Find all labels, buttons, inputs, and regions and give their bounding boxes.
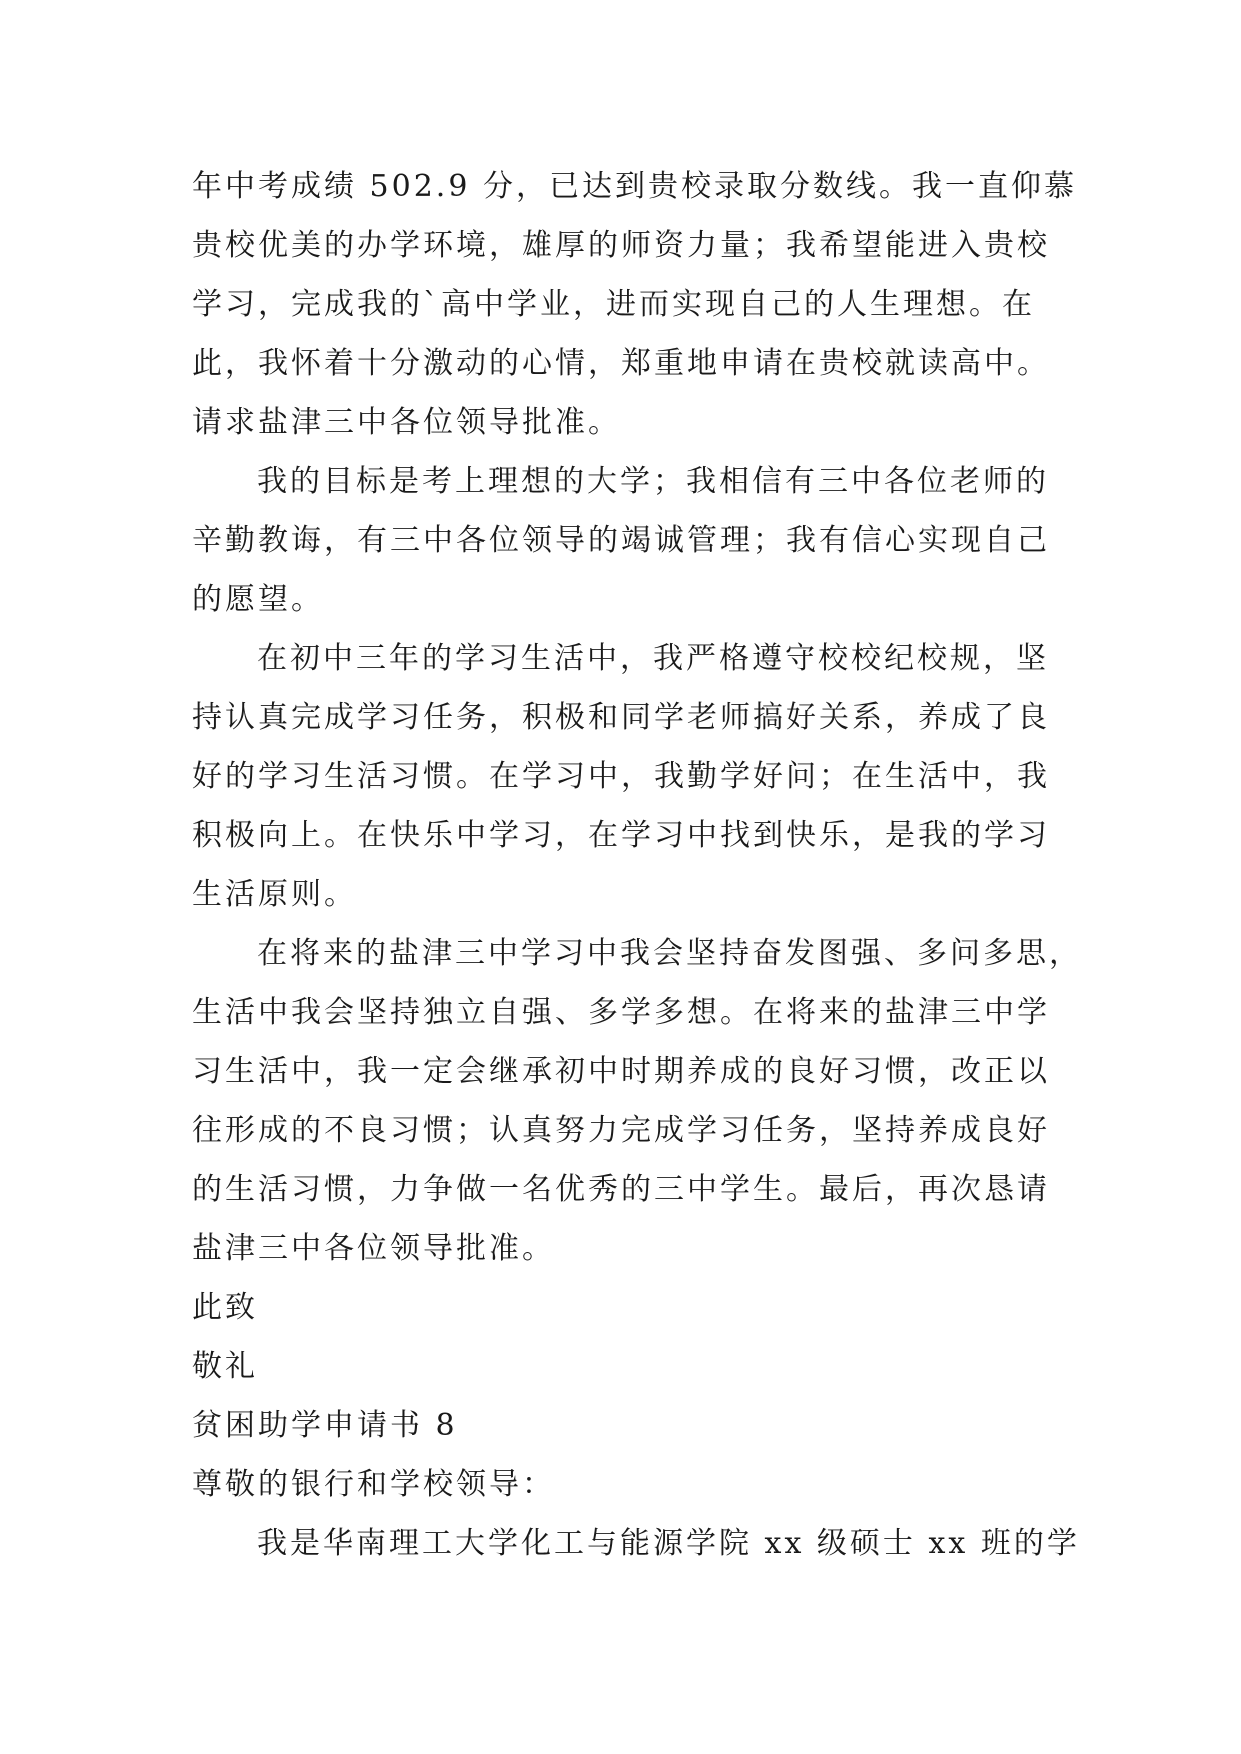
text-line: 学习，完成我的`高中学业，进而实现自己的人生理想。在 — [192, 287, 1035, 322]
paragraph-first-line: 我是华南理工大学化工与能源学院 xx 级硕士 xx 班的学 — [257, 1526, 1080, 1561]
section-title: 贫困助学申请书 8 — [192, 1408, 458, 1443]
text-line: 积极向上。在快乐中学习，在学习中找到快乐，是我的学习 — [192, 818, 1050, 853]
paragraph-first-line: 我的目标是考上理想的大学；我相信有三中各位老师的 — [257, 464, 1049, 499]
text-line: 辛勤教诲，有三中各位领导的竭诚管理；我有信心实现自己 — [192, 523, 1050, 558]
text-line: 请求盐津三中各位领导批准。 — [192, 405, 621, 440]
greeting-line: 尊敬的银行和学校领导： — [192, 1467, 555, 1502]
text-line: 生活中我会坚持独立自强、多学多想。在将来的盐津三中学 — [192, 995, 1050, 1030]
closing-regards: 敬礼 — [192, 1349, 258, 1384]
text-line: 此，我怀着十分激动的心情，郑重地申请在贵校就读高中。 — [192, 346, 1050, 381]
closing-salutation: 此致 — [192, 1290, 258, 1325]
paragraph-first-line: 在将来的盐津三中学习中我会坚持奋发图强、多问多思， — [257, 936, 1082, 971]
text-line: 贵校优美的办学环境，雄厚的师资力量；我希望能进入贵校 — [192, 228, 1050, 263]
text-line: 的生活习惯，力争做一名优秀的三中学生。最后，再次恳请 — [192, 1172, 1050, 1207]
paragraph-first-line: 在初中三年的学习生活中，我严格遵守校校纪校规，坚 — [257, 641, 1049, 676]
text-line: 往形成的不良习惯；认真努力完成学习任务，坚持养成良好 — [192, 1113, 1050, 1148]
text-line: 习生活中，我一定会继承初中时期养成的良好习惯，改正以 — [192, 1054, 1050, 1089]
text-line: 持认真完成学习任务，积极和同学老师搞好关系，养成了良 — [192, 700, 1050, 735]
text-line: 生活原则。 — [192, 877, 357, 912]
text-line: 的愿望。 — [192, 582, 324, 617]
text-line: 盐津三中各位领导批准。 — [192, 1231, 555, 1266]
text-line: 好的学习生活习惯。在学习中，我勤学好问；在生活中，我 — [192, 759, 1050, 794]
text-line: 年中考成绩 502.9 分，已达到贵校录取分数线。我一直仰慕 — [192, 169, 1077, 204]
